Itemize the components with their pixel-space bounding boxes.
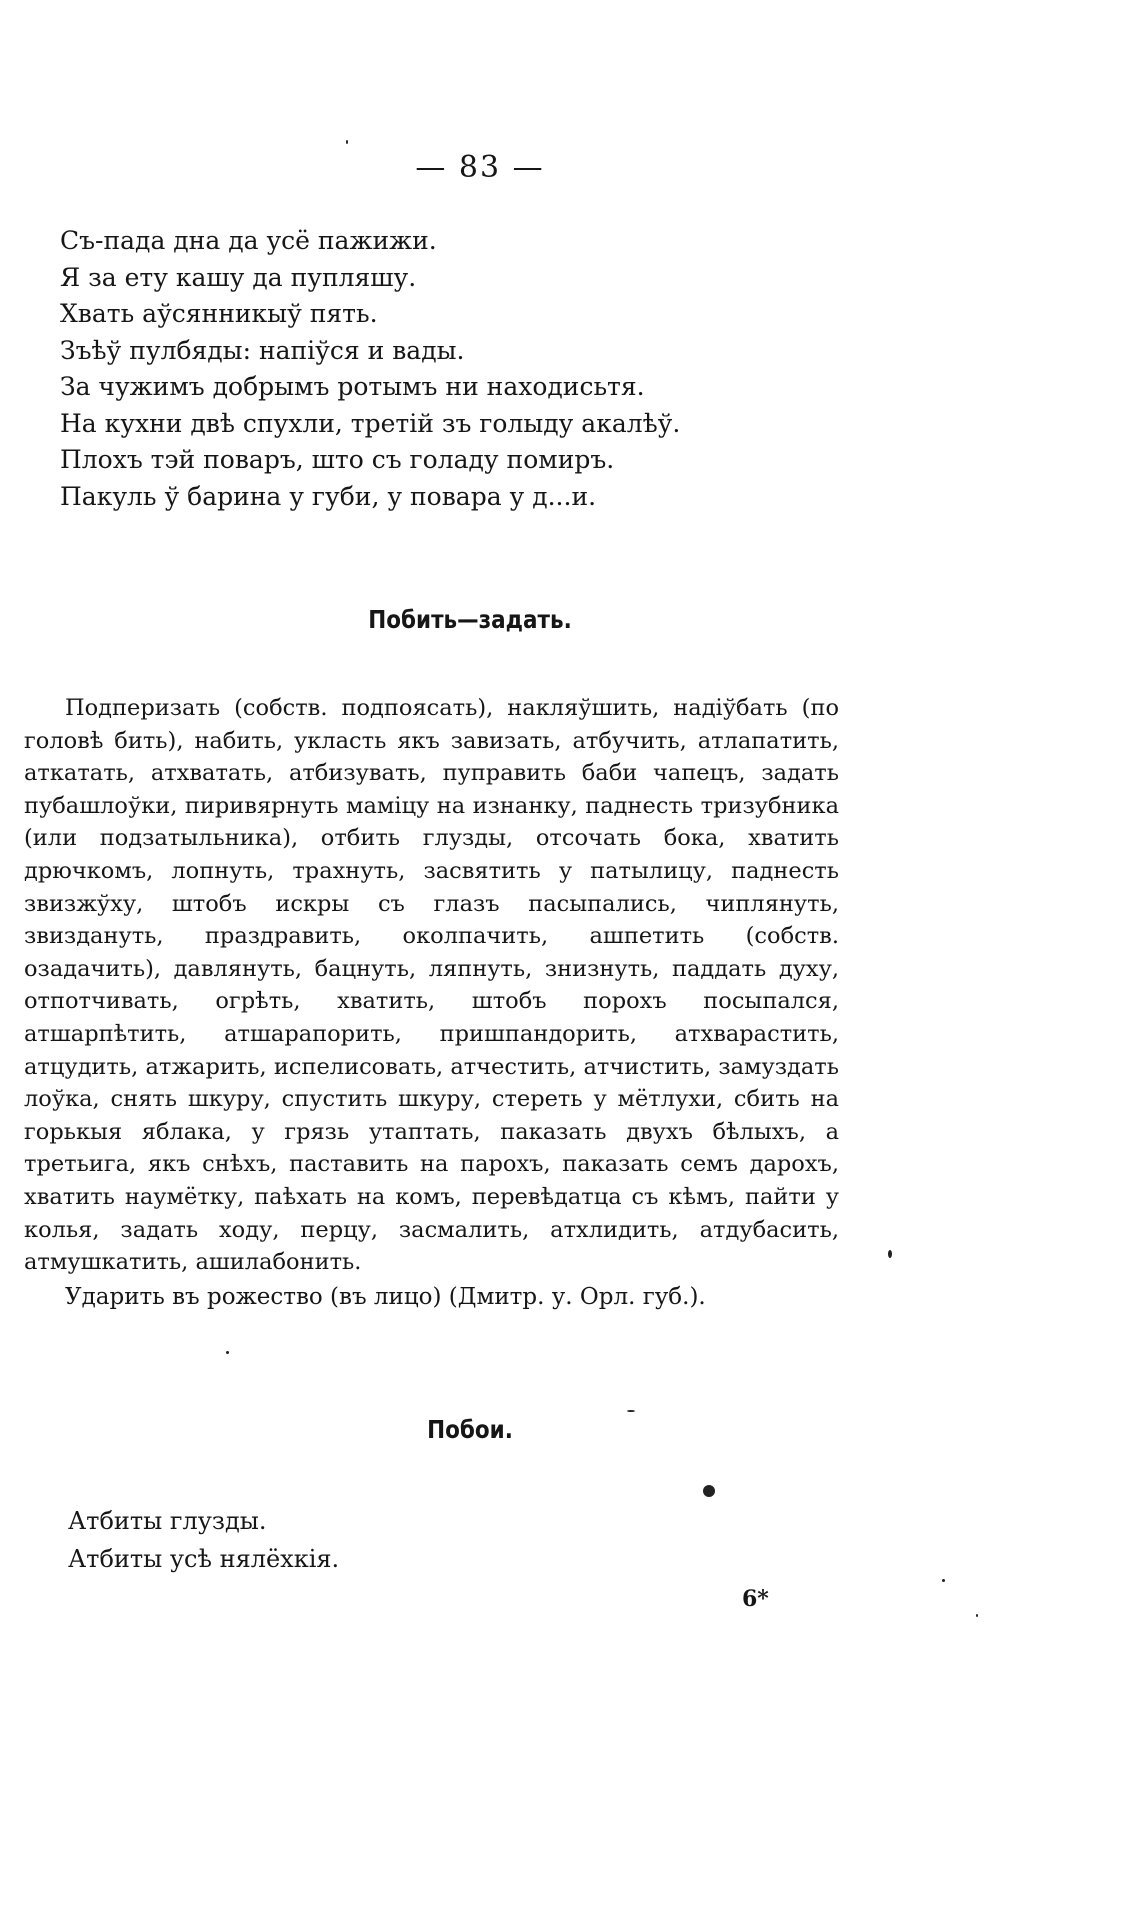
verse-line: Я за ету кашу да пупляшу. — [60, 262, 417, 292]
verse-line: Зъѣў пулбяды: напіўся и вады. — [60, 335, 465, 365]
ink-speck — [346, 140, 348, 144]
verse-line: Съ-пада дна да усё пажижи. — [60, 226, 437, 255]
verse-line: Плохъ тэй поваръ, што съ голаду помиръ. — [60, 445, 615, 474]
ink-speck — [942, 1579, 945, 1582]
section-paragraph-2: Ударить въ рожество (въ лицо) (Дмитр. у. Орл. губ.). — [65, 1284, 706, 1310]
poboi-line: Атбиты усѣ нялёхкія. — [68, 1545, 340, 1573]
section-title-poboi: Побои. — [427, 1415, 513, 1444]
section-title-pobit: Побить—задать. — [368, 605, 572, 634]
ink-speck — [627, 1410, 635, 1412]
ink-speck — [888, 1250, 892, 1258]
verse-line: Хвать аўсянникыў пять. — [60, 299, 378, 328]
page-number: — 83 — — [415, 150, 545, 185]
poboi-line: Атбиты глузды. — [68, 1507, 267, 1535]
ink-speck — [703, 1485, 715, 1497]
verse-line: На кухни двѣ спухли, третій зъ голыду акалѣў. — [60, 408, 681, 438]
section-paragraph: Подперизать (собств. подпоясать), накляўшить, надіўбать (по головѣ бить), набить, укласть якъ завизать, атбучить, атлапатить, аткатать, атхватать, атбизувать, пуправить баби чапецъ, задать пубашлоўки, пиривярнуть маміцу на изнанку, паднесть тризубника (или подзатыльника), отбить глузды, отсочать бока, хватить дрючкомъ, лопнуть, трахнуть, засвятить у патылицу, паднесть звизжўху, штобъ искры съ глазъ пасыпались, чиплянуть, звиздануть, праздравить, околпачить, ашпетить (собств. озадачить), давлянуть, бацнуть, ляпнуть, знизнуть, паддать духу, отпотчивать, огрѣть, хватить, штобъ порохъ посыпался, атшарпѣтить, атшарапорить, пришпандорить, атхварастить, атцудить, атжарить, испелисовать, атчестить, атчистить, замуздать лоўка, снять шкуру, спустить шкуру, стереть у мётлухи, сбить на горькыя яблака, у грязь утаптать, паказать двухъ бѣлыхъ, а третьига, якъ снѣхъ, паставить на парохъ, паказать семъ дарохъ, хватить наумётку, паѣхать на комъ, перевѣдатца съ кѣмъ, пайти у колья, задать ходу, перцу, засмалить, атхлидить, атдубасить, атмушкатить, ашилабонить. — [24, 695, 839, 1276]
verse-line: За чужимъ добрымъ ротымъ ни находисьтя. — [60, 372, 645, 401]
ink-speck — [976, 1614, 978, 1617]
poboi-lines — [68, 1502, 339, 1578]
signature-mark: 6* — [742, 1586, 769, 1612]
ink-speck — [226, 1351, 229, 1354]
verse-line: Пакуль ў барина у губи, у повара у д...и. — [60, 481, 597, 511]
top-verse — [60, 223, 780, 515]
